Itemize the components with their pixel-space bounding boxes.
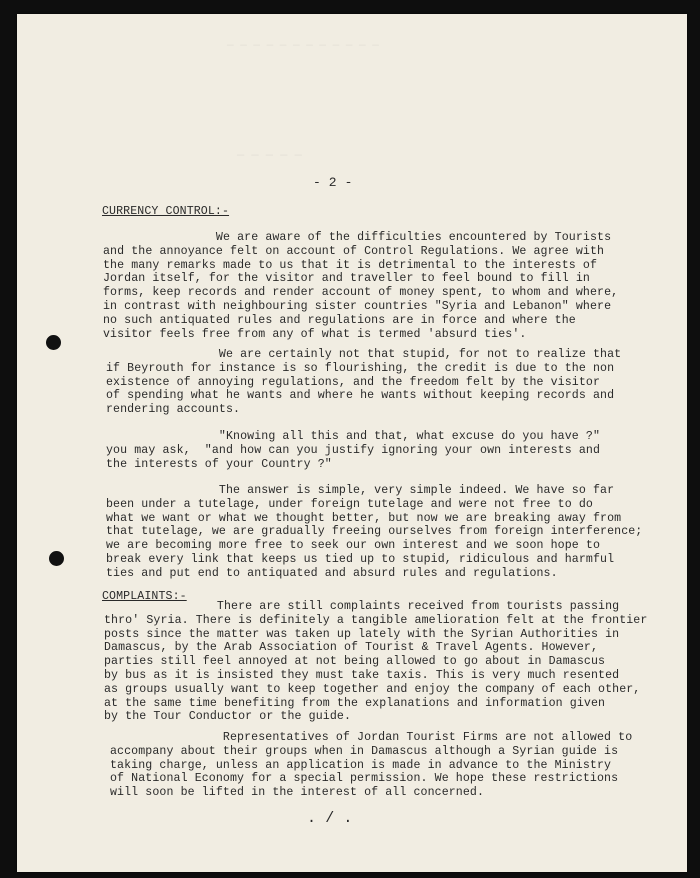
text-line: the many remarks made to us that it is detrimental to the interests of	[103, 258, 598, 272]
text-line: taking charge, unless an application is made in advance to the Ministry	[110, 758, 612, 772]
text-line: by bus as it is insisted they must take taxis. This is very much resented	[104, 668, 620, 682]
text-line: break every link that keeps us tied up to stupid, ridiculous and harmful	[106, 552, 615, 566]
text-line: in contrast with neighbouring sister countries "Syria and Lebanon" where	[103, 299, 612, 313]
text-line: that tutelage, we are gradually freeing ourselves from foreign interference;	[106, 525, 643, 539]
text-line: We are certainly not that stupid, for not to realize that	[106, 348, 622, 361]
text-line: the interests of your Country ?"	[106, 457, 332, 471]
continuation-mark: . / .	[307, 810, 353, 827]
text-line: at the same time benefiting from the explanations and information given	[104, 696, 606, 710]
text-line: and the annoyance felt on account of Control Regulations. We agree with	[103, 244, 605, 258]
text-line: We are aware of the difficulties encountered by Tourists	[103, 231, 612, 244]
text-line: you may ask, "and how can you justify ignoring your own interests and	[106, 443, 601, 457]
currency-paragraph-4	[106, 484, 642, 581]
text-line: what we want or what we thought better, but now we are breaking away from	[106, 511, 622, 525]
text-line: visitor feels free from any of what is termed 'absurd ties'.	[103, 327, 527, 341]
text-line: will soon be lifted in the interest of all concerned.	[110, 786, 485, 800]
text-line: we are becoming more free to seek our own interest and we soon hope to	[106, 539, 601, 553]
text-line: if Beyrouth for instance is so flourishing, the credit is due to the non	[106, 361, 615, 375]
text-line: rendering accounts.	[106, 403, 241, 417]
text-line: Representatives of Jordan Tourist Firms are not allowed to	[110, 731, 633, 744]
currency-paragraph-1	[103, 231, 618, 341]
bleed-through-text: — — — — — — — — — — — —	[227, 40, 379, 52]
section-heading-complaints: COMPLAINTS:-	[102, 590, 187, 603]
punch-hole-bottom	[49, 551, 64, 566]
text-line: "Knowing all this and that, what excuse do you have ?"	[106, 430, 601, 443]
text-line: as groups usually want to keep together and enjoy the company of each other,	[104, 682, 641, 696]
page-number: - 2 -	[313, 175, 353, 190]
text-line: thro' Syria. There is definitely a tangible amelioration felt at the frontier	[104, 613, 648, 627]
text-line: of spending what he wants and where he wants without keeping records and	[106, 389, 615, 403]
text-line: existence of annoying regulations, and the freedom felt by the visitor	[106, 375, 601, 389]
text-line: no such antiquated rules and regulations are in force and where the	[103, 313, 576, 327]
text-line: forms, keep records and render account of money spent, to whom and where,	[103, 286, 619, 300]
section-heading-currency-control: CURRENCY CONTROL:-	[102, 205, 230, 218]
text-line: of National Economy for a special permission. We hope these restrictions	[110, 772, 619, 786]
text-line: ties and put end to antiquated and absurd rules and regulations.	[106, 566, 558, 580]
text-line: parties still feel annoyed at not being allowed to go about in Damascus	[104, 655, 606, 669]
text-line: Jordan itself, for the visitor and traveller to feel bound to fill in	[103, 272, 590, 286]
currency-paragraph-2	[106, 348, 621, 417]
text-line: There are still complaints received from tourists passing	[104, 600, 620, 613]
text-line: accompany about their groups when in Damascus although a Syrian guide is	[110, 744, 619, 758]
complaints-paragraph-2	[110, 731, 632, 800]
bleed-through-text: — — — — —	[237, 148, 302, 162]
currency-paragraph-3	[106, 430, 600, 471]
text-line: by the Tour Conductor or the guide.	[104, 710, 352, 724]
text-line: posts since the matter was taken up lately with the Syrian Authorities in	[104, 627, 620, 641]
text-line: The answer is simple, very simple indeed. We have so far	[106, 484, 615, 497]
text-line: been under a tutelage, under foreign tutelage and were not free to do	[106, 497, 593, 511]
complaints-paragraph-1	[104, 600, 647, 724]
punch-hole-top	[46, 335, 61, 350]
text-line: Damascus, by the Arab Association of Tourist & Travel Agents. However,	[104, 641, 599, 655]
